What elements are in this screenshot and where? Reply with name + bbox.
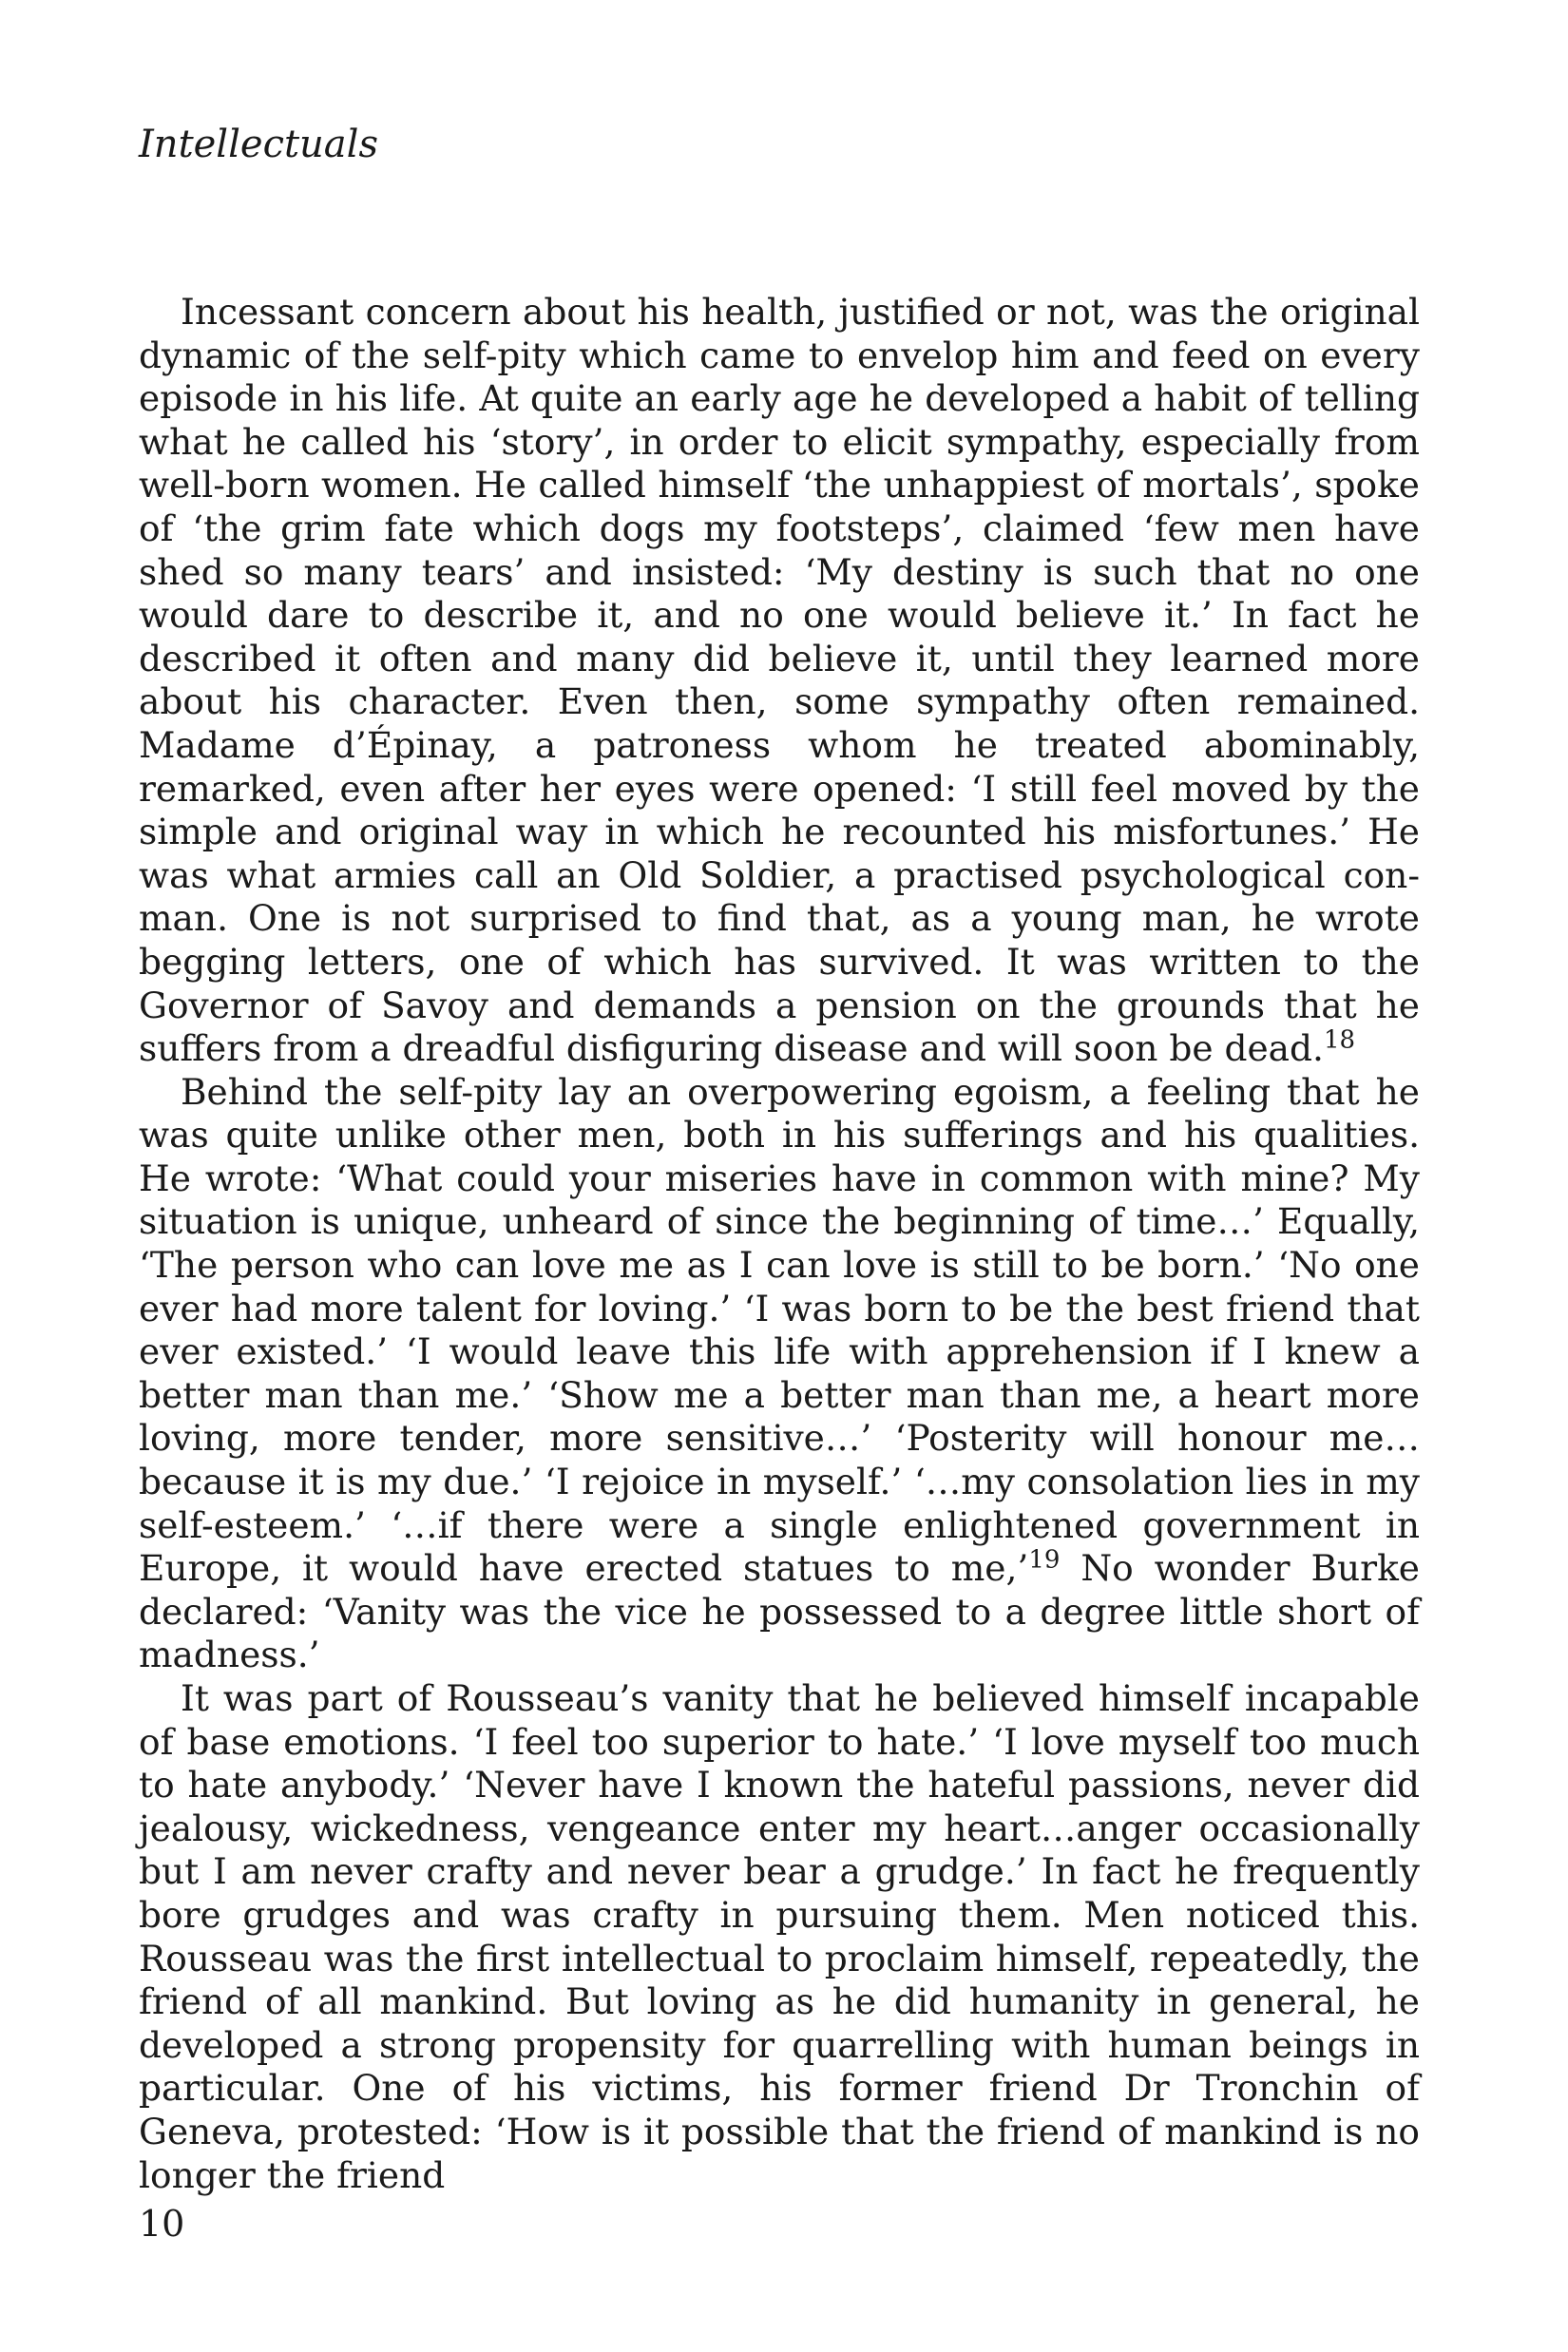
running-head: Intellectuals <box>139 123 378 166</box>
paragraph-1 <box>139 291 1420 1071</box>
paragraph-3-text: It was part of Rousseau’s vanity that he believed himself incapable of base emotions. ‘I feel too superior to hate.’ ‘I love myself too much to hate anybody.’ ‘Never have I known the hateful passions, never did jealousy, wickedness, vengeance enter my heart…anger occasionally but I am never crafty and never bear a grudge.’ In fact he frequently bore grudges and was crafty in pursuing them. Men noticed this. Rousseau was the first intellectual to proclaim himself, repeatedly, the friend of all mankind. But loving as he did humanity in general, he developed a strong propensity for quarrelling with human beings in particular. One of his victims, his former friend Dr Tronchin of Geneva, protested: ‘How is it possible that the friend of mankind is no longer the friend <box>139 1677 1420 2196</box>
paragraph-1-text: Incessant concern about his health, justified or not, was the original dynamic of the self-pity which came to envelop him and feed on every episode in his life. At quite an early age he developed a habit of telling what he called his ‘story’, in order to elicit sympathy, especially from well-born women. He called himself ‘the unhappiest of mortals’, spoke of ‘the grim fate which dogs my footsteps’, claimed ‘few men have shed so many tears’ and insisted: ‘My destiny is such that no one would dare to describe it, and no one would believe it.’ In fact he described it often and many did believe it, until they learned more about his character. Even then, some sympathy often remained. Madame d’Épinay, a patroness whom he treated abominably, remarked, even after her eyes were opened: ‘I still feel moved by the simple and original way in which he recounted his misfortunes.’ He was what armies call an Old Soldier, a practised psychological con-man. One is not surprised to find that, as a young man, he wrote begging letters, one of which has survived. It was written to the Governor of Savoy and demands a pension on the grounds that he suffers from a dreadful disfiguring disease and will soon be dead. <box>139 291 1420 1070</box>
page-number: 10 <box>139 2203 185 2245</box>
body-text <box>139 291 1420 2197</box>
paragraph-2-continuation: No wonder Burke declared: ‘Vanity was the vice he possessed to a degree little short of madness.’ <box>139 1547 1420 1676</box>
footnote-ref-18[interactable]: 18 <box>1323 1025 1356 1055</box>
footnote-ref-19[interactable]: 19 <box>1028 1545 1061 1575</box>
paragraph-2-text: Behind the self-pity lay an overpowering egoism, a feeling that he was quite unlike other men, both in his sufferings and his qualities. He wrote: ‘What could your miseries have in common with mine? My situation is unique, unheard of since the beginning of time…’ Equally, ‘The person who can love me as I can love is still to be born.’ ‘No one ever had more talent for loving.’ ‘I was born to be the best friend that ever existed.’ ‘I would leave this life with apprehension if I knew a better man than me.’ ‘Show me a better man than me, a heart more loving, more tender, more sensitive…’ ‘Posterity will honour me…because it is my due.’ ‘I rejoice in myself.’ ‘…my consolation lies in my self-esteem.’ ‘…if there were a single enlightened government in Europe, it would have erected statues to me,’ <box>139 1070 1420 1590</box>
paragraph-2 <box>139 1071 1420 1677</box>
paragraph-3 <box>139 1677 1420 2197</box>
